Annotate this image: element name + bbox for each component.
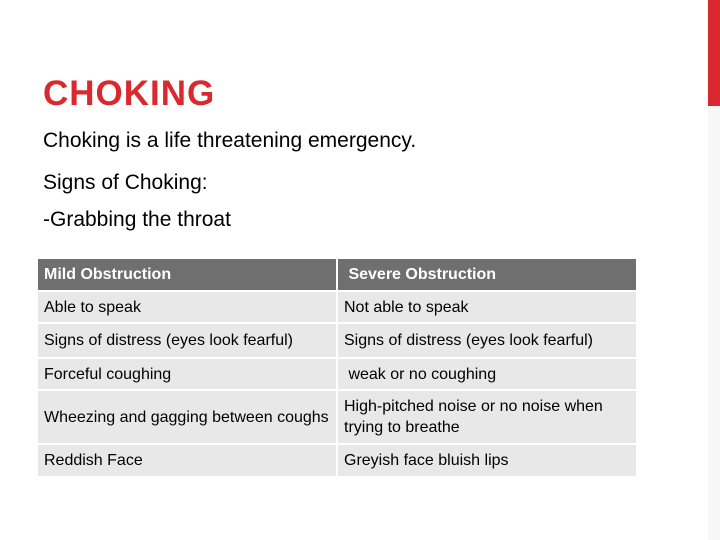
table-cell: Greyish face bluish lips <box>337 444 637 477</box>
signs-heading: Signs of Choking: <box>43 171 208 194</box>
table-cell: Forceful coughing <box>37 358 337 390</box>
header-mild: Mild Obstruction <box>37 258 337 291</box>
obstruction-table <box>36 257 638 478</box>
table-header-row <box>37 258 637 291</box>
header-severe: Severe Obstruction <box>337 258 637 291</box>
slide-title: CHOKING <box>43 74 216 113</box>
table-row <box>37 444 637 477</box>
side-strip <box>708 106 720 540</box>
table-row <box>37 390 637 444</box>
table-row <box>37 323 637 358</box>
table-cell: Not able to speak <box>337 291 637 323</box>
table-row <box>37 291 637 323</box>
table-cell: Signs of distress (eyes look fearful) <box>37 323 337 358</box>
table-cell: Reddish Face <box>37 444 337 477</box>
intro-line: Choking is a life threatening emergency. <box>43 129 417 152</box>
table-cell: Signs of distress (eyes look fearful) <box>337 323 637 358</box>
table-cell: weak or no coughing <box>337 358 637 390</box>
table-cell: Able to speak <box>37 291 337 323</box>
table-row <box>37 358 637 390</box>
sign-item: -Grabbing the throat <box>43 208 231 231</box>
table-cell: Wheezing and gagging between coughs <box>37 390 337 444</box>
accent-bar <box>708 0 720 106</box>
table-cell: High-pitched noise or no noise when trying to breathe <box>337 390 637 444</box>
